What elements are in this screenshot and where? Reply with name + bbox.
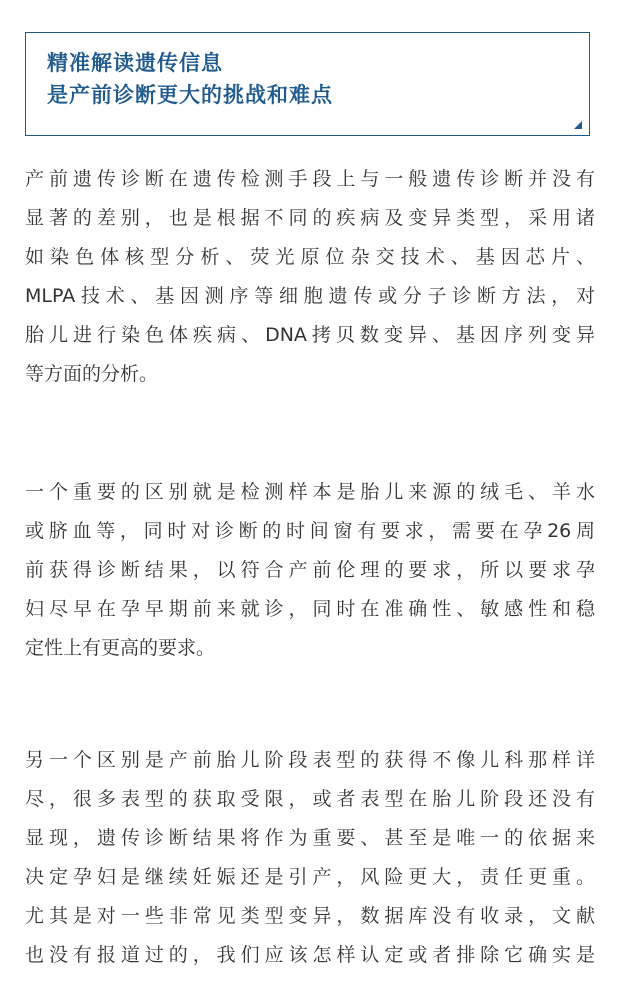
paragraph-line: 也没有报道过的，我们应该怎样认定或者排除它确实是: [25, 944, 595, 966]
paragraph-line: 一个重要的区别就是检测样本是胎儿来源的绒毛、羊水: [25, 481, 595, 503]
paragraph-line: 如染色体核型分析、荧光原位杂交技术、基因芯片、: [25, 246, 595, 268]
section-title-box: [25, 32, 590, 136]
paragraph-1: [25, 160, 595, 394]
paragraph-line: 另一个区别是产前胎儿阶段表型的获得不像儿科那样详: [25, 749, 595, 771]
paragraph-line: 或脐血等，同时对诊断的时间窗有要求，需要在孕26周: [25, 520, 595, 542]
paragraph-line: 显现，遗传诊断结果将作为重要、甚至是唯一的依据来: [25, 827, 595, 849]
corner-triangle-icon: [574, 121, 582, 129]
paragraph-line: 定性上有更高的要求。: [25, 637, 216, 659]
paragraph-3: [25, 741, 595, 975]
paragraph-line: 显著的差别，也是根据不同的疾病及变异类型，采用诸: [25, 207, 595, 229]
paragraph-line: 决定孕妇是继续妊娠还是引产，风险更大，责任更重。: [25, 866, 595, 888]
section-title-line-2: 是产前诊断更大的挑战和难点: [47, 83, 333, 107]
paragraph-line: 胎儿进行染色体疾病、DNA拷贝数变异、基因序列变异: [25, 324, 595, 346]
paragraph-line: 尤其是对一些非常见类型变异，数据库没有收录，文献: [25, 905, 595, 927]
paragraph-line: MLPA技术、基因测序等细胞遗传或分子诊断方法，对: [25, 285, 595, 307]
paragraph-line: 产前遗传诊断在遗传检测手段上与一般遗传诊断并没有: [25, 168, 595, 190]
paragraph-line: 尽，很多表型的获取受限，或者表型在胎儿阶段还没有: [25, 788, 595, 810]
paragraph-line: 前获得诊断结果，以符合产前伦理的要求，所以要求孕: [25, 559, 595, 581]
section-title-line-1: 精准解读遗传信息: [47, 51, 223, 75]
paragraph-2: [25, 473, 595, 668]
paragraph-line: 等方面的分析。: [25, 363, 159, 385]
paragraph-line: 妇尽早在孕早期前来就诊，同时在准确性、敏感性和稳: [25, 598, 595, 620]
